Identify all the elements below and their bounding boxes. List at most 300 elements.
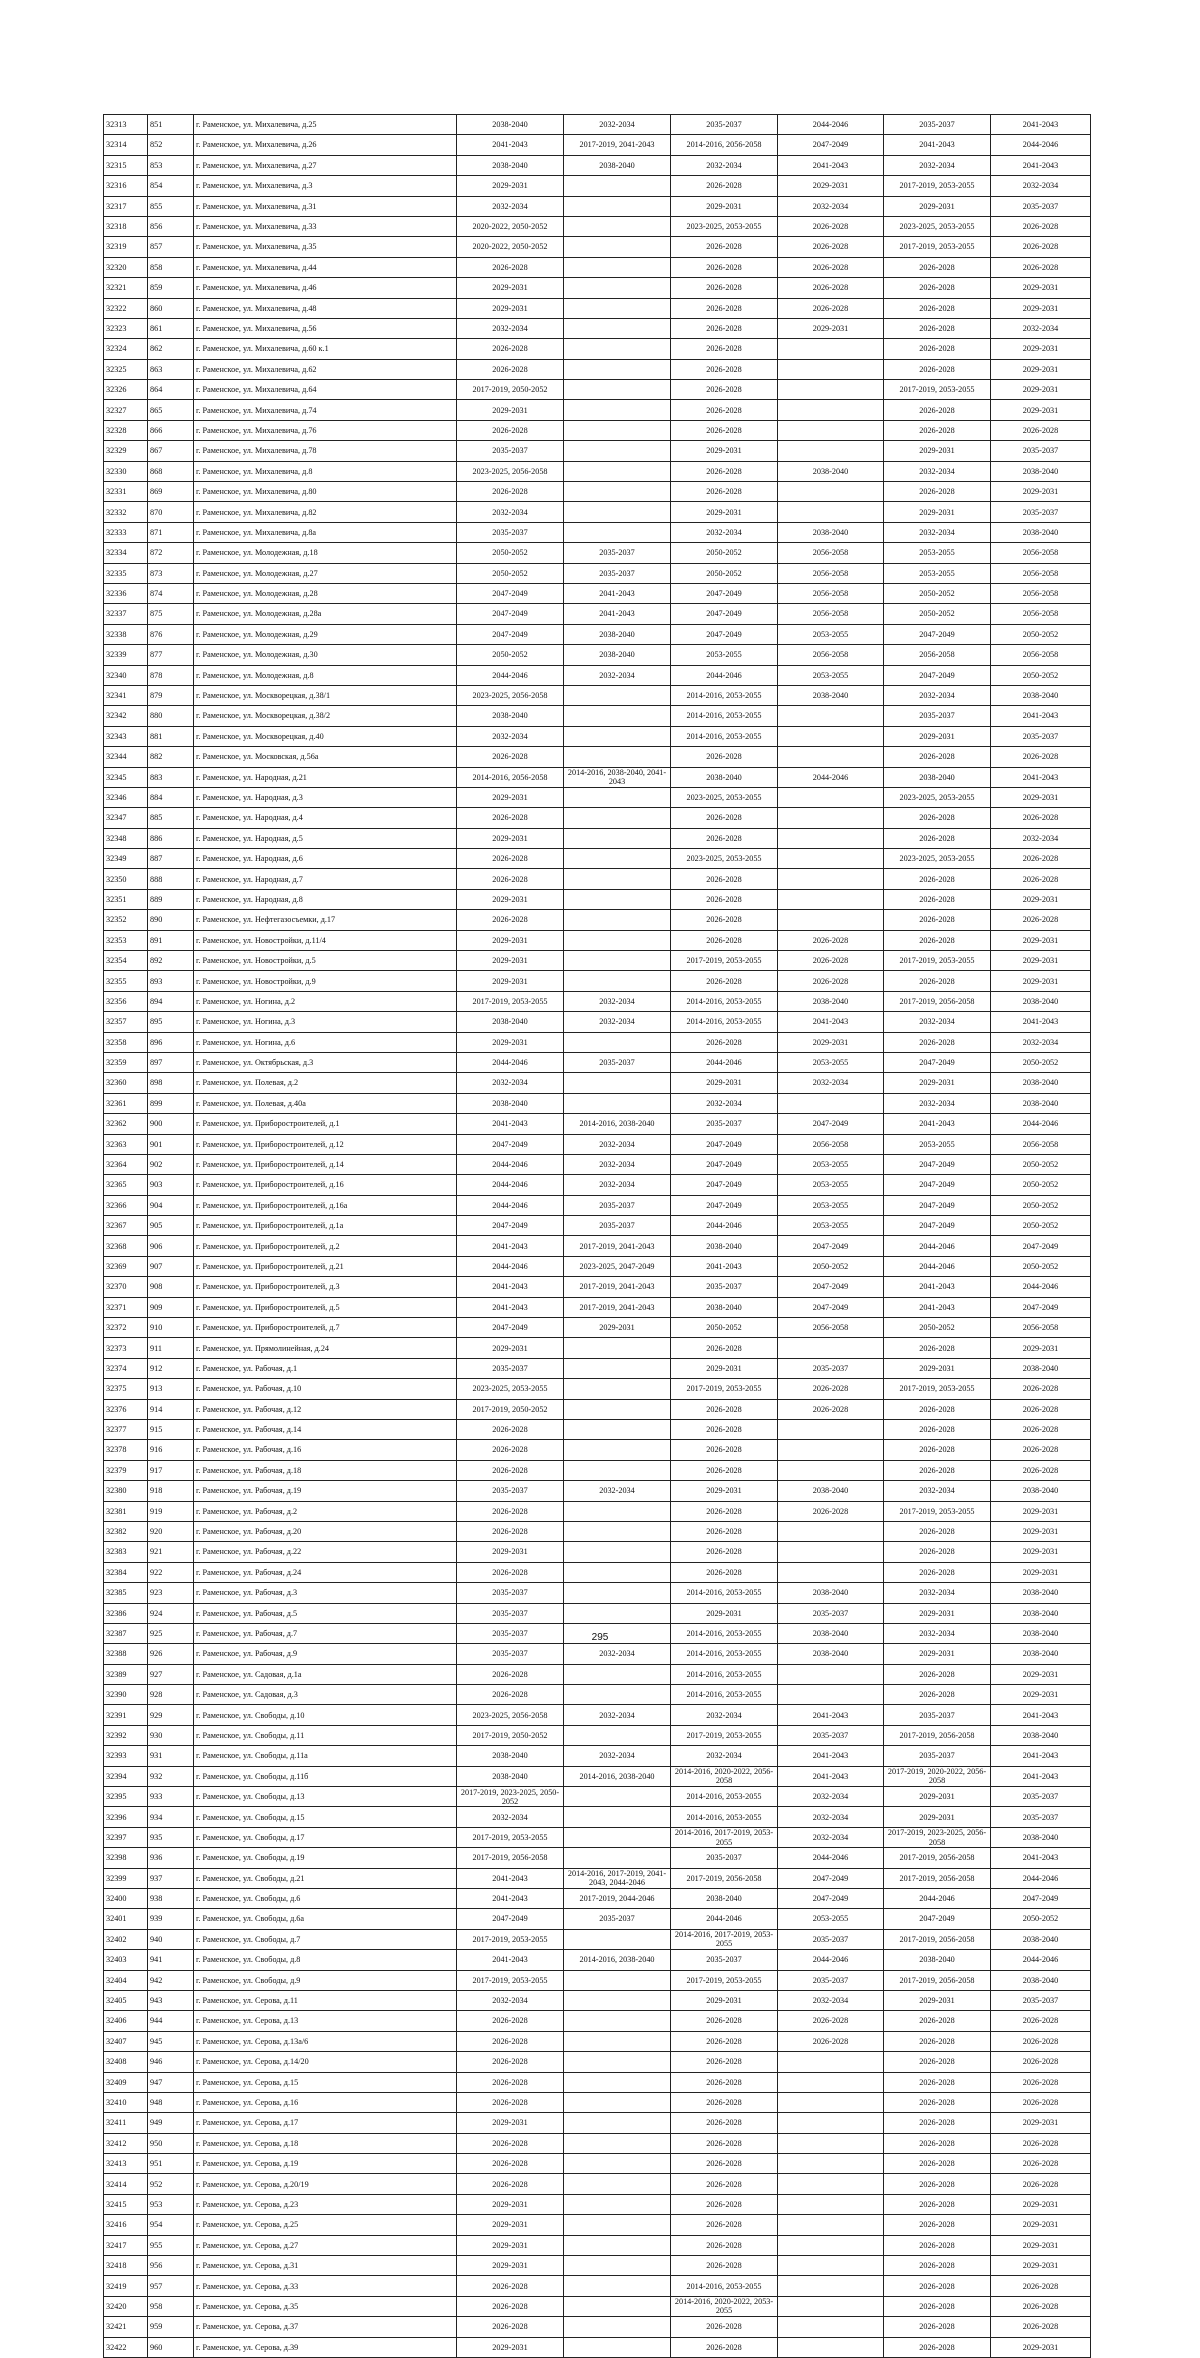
work-type-2-cell bbox=[564, 420, 671, 440]
address-number-cell: 871 bbox=[148, 522, 194, 542]
work-type-4-cell: 2056-2058 bbox=[778, 583, 884, 603]
work-type-2-cell bbox=[564, 359, 671, 379]
work-type-1-cell: 2026-2028 bbox=[457, 1440, 564, 1460]
address-cell: г. Раменское, ул. Ногина, д.2 bbox=[194, 991, 457, 1011]
work-type-2-cell: 2038-2040 bbox=[564, 624, 671, 644]
work-type-4-cell: 2056-2058 bbox=[778, 1134, 884, 1154]
work-type-4-cell bbox=[778, 706, 884, 726]
work-type-5-cell: 2026-2028 bbox=[884, 2072, 991, 2092]
row-number-cell: 32402 bbox=[104, 1929, 148, 1949]
work-type-3-cell: 2026-2028 bbox=[671, 808, 778, 828]
work-type-5-cell: 2026-2028 bbox=[884, 339, 991, 359]
work-type-2-cell: 2032-2034 bbox=[564, 115, 671, 135]
work-type-5-cell: 2026-2028 bbox=[884, 2235, 991, 2255]
work-type-6-cell: 2029-2031 bbox=[991, 787, 1091, 807]
address-cell: г. Раменское, ул. Михалевича, д.26 bbox=[194, 135, 457, 155]
row-number-cell: 32380 bbox=[104, 1481, 148, 1501]
row-number-cell: 32412 bbox=[104, 2133, 148, 2153]
work-type-1-cell: 2047-2049 bbox=[457, 1216, 564, 1236]
table-row bbox=[104, 1399, 1091, 1419]
work-type-6-cell: 2026-2028 bbox=[991, 257, 1091, 277]
address-number-cell: 915 bbox=[148, 1420, 194, 1440]
table-row bbox=[104, 2133, 1091, 2153]
address-number-cell: 894 bbox=[148, 991, 194, 1011]
work-type-4-cell bbox=[778, 1338, 884, 1358]
table-row bbox=[104, 155, 1091, 175]
address-cell: г. Раменское, ул. Приборостроителей, д.14 bbox=[194, 1154, 457, 1174]
work-type-4-cell bbox=[778, 1440, 884, 1460]
work-type-3-cell: 2047-2049 bbox=[671, 1134, 778, 1154]
work-type-6-cell: 2038-2040 bbox=[991, 991, 1091, 1011]
address-cell: г. Раменское, ул. Михалевича, д.44 bbox=[194, 257, 457, 277]
work-type-2-cell bbox=[564, 706, 671, 726]
work-type-3-cell: 2032-2034 bbox=[671, 522, 778, 542]
work-type-1-cell: 2029-2031 bbox=[457, 2256, 564, 2276]
work-type-4-cell bbox=[778, 2337, 884, 2357]
work-type-5-cell: 2029-2031 bbox=[884, 1787, 991, 1807]
work-type-5-cell: 2047-2049 bbox=[884, 1195, 991, 1215]
work-type-2-cell bbox=[564, 1562, 671, 1582]
work-type-1-cell: 2026-2028 bbox=[457, 2031, 564, 2051]
work-type-2-cell: 2032-2034 bbox=[564, 1746, 671, 1766]
work-type-1-cell: 2044-2046 bbox=[457, 1195, 564, 1215]
work-type-4-cell bbox=[778, 1521, 884, 1541]
work-type-1-cell: 2029-2031 bbox=[457, 2337, 564, 2357]
row-number-cell: 32420 bbox=[104, 2296, 148, 2316]
row-number-cell: 32358 bbox=[104, 1032, 148, 1052]
row-number-cell: 32383 bbox=[104, 1542, 148, 1562]
address-number-cell: 912 bbox=[148, 1358, 194, 1378]
work-type-4-cell bbox=[778, 1685, 884, 1705]
work-type-5-cell: 2017-2019, 2053-2055 bbox=[884, 951, 991, 971]
work-type-5-cell: 2026-2028 bbox=[884, 2113, 991, 2133]
work-type-3-cell: 2014-2016, 2053-2055 bbox=[671, 1583, 778, 1603]
address-number-cell: 953 bbox=[148, 2194, 194, 2214]
address-number-cell: 910 bbox=[148, 1318, 194, 1338]
row-number-cell: 32331 bbox=[104, 482, 148, 502]
address-cell: г. Раменское, ул. Садовая, д.1а bbox=[194, 1664, 457, 1684]
work-type-3-cell: 2038-2040 bbox=[671, 1297, 778, 1317]
address-cell: г. Раменское, ул. Приборостроителей, д.3 bbox=[194, 1277, 457, 1297]
address-cell: г. Раменское, ул. Серова, д.16 bbox=[194, 2092, 457, 2112]
work-type-6-cell: 2026-2028 bbox=[991, 420, 1091, 440]
work-type-2-cell: 2014-2016, 2038-2040, 2041-2043 bbox=[564, 767, 671, 787]
row-number-cell: 32335 bbox=[104, 563, 148, 583]
work-type-6-cell: 2026-2028 bbox=[991, 237, 1091, 257]
work-type-3-cell: 2026-2028 bbox=[671, 1440, 778, 1460]
work-type-6-cell: 2056-2058 bbox=[991, 583, 1091, 603]
table-row bbox=[104, 1705, 1091, 1725]
row-number-cell: 32343 bbox=[104, 726, 148, 746]
work-type-5-cell: 2017-2019, 2056-2058 bbox=[884, 1970, 991, 1990]
work-type-3-cell: 2026-2028 bbox=[671, 278, 778, 298]
work-type-3-cell: 2023-2025, 2053-2055 bbox=[671, 787, 778, 807]
work-type-4-cell bbox=[778, 502, 884, 522]
work-type-5-cell: 2044-2046 bbox=[884, 1236, 991, 1256]
work-type-3-cell: 2050-2052 bbox=[671, 563, 778, 583]
row-number-cell: 32388 bbox=[104, 1644, 148, 1664]
address-cell: г. Раменское, ул. Свободы, д.15 bbox=[194, 1807, 457, 1827]
work-type-4-cell: 2053-2055 bbox=[778, 624, 884, 644]
work-type-2-cell bbox=[564, 869, 671, 889]
work-type-4-cell: 2047-2049 bbox=[778, 1297, 884, 1317]
work-type-3-cell: 2014-2016, 2020-2022, 2056-2058 bbox=[671, 1766, 778, 1786]
work-type-2-cell bbox=[564, 298, 671, 318]
work-type-6-cell: 2056-2058 bbox=[991, 645, 1091, 665]
work-type-5-cell: 2017-2019, 2020-2022, 2056-2058 bbox=[884, 1766, 991, 1786]
work-type-3-cell: 2029-2031 bbox=[671, 1603, 778, 1623]
row-number-cell: 32336 bbox=[104, 583, 148, 603]
work-type-1-cell: 2017-2019, 2056-2058 bbox=[457, 1848, 564, 1868]
work-type-3-cell: 2026-2028 bbox=[671, 2052, 778, 2072]
address-number-cell: 952 bbox=[148, 2174, 194, 2194]
table-row bbox=[104, 828, 1091, 848]
work-type-1-cell: 2023-2025, 2056-2058 bbox=[457, 1705, 564, 1725]
table-row bbox=[104, 1277, 1091, 1297]
row-number-cell: 32326 bbox=[104, 380, 148, 400]
work-type-5-cell: 2017-2019, 2056-2058 bbox=[884, 1725, 991, 1745]
work-type-1-cell: 2047-2049 bbox=[457, 604, 564, 624]
address-number-cell: 880 bbox=[148, 706, 194, 726]
work-type-2-cell bbox=[564, 2235, 671, 2255]
work-type-5-cell: 2026-2028 bbox=[884, 2317, 991, 2337]
work-type-5-cell: 2047-2049 bbox=[884, 665, 991, 685]
work-type-1-cell: 2038-2040 bbox=[457, 115, 564, 135]
work-type-1-cell: 2047-2049 bbox=[457, 1134, 564, 1154]
work-type-5-cell: 2026-2028 bbox=[884, 869, 991, 889]
address-number-cell: 904 bbox=[148, 1195, 194, 1215]
work-type-1-cell: 2032-2034 bbox=[457, 196, 564, 216]
work-type-4-cell: 2038-2040 bbox=[778, 1644, 884, 1664]
address-cell: г. Раменское, ул. Михалевича, д.25 bbox=[194, 115, 457, 135]
work-type-5-cell: 2026-2028 bbox=[884, 1664, 991, 1684]
work-type-1-cell: 2026-2028 bbox=[457, 1501, 564, 1521]
work-type-4-cell: 2029-2031 bbox=[778, 1032, 884, 1052]
work-type-3-cell: 2026-2028 bbox=[671, 2133, 778, 2153]
address-cell: г. Раменское, ул. Свободы, д.7 bbox=[194, 1929, 457, 1949]
work-type-4-cell: 2026-2028 bbox=[778, 298, 884, 318]
work-type-2-cell: 2014-2016, 2038-2040 bbox=[564, 1114, 671, 1134]
work-type-5-cell: 2026-2028 bbox=[884, 1685, 991, 1705]
work-type-6-cell: 2026-2028 bbox=[991, 2052, 1091, 2072]
address-cell: г. Раменское, ул. Молодежная, д.28а bbox=[194, 604, 457, 624]
work-type-2-cell bbox=[564, 1032, 671, 1052]
work-type-5-cell: 2026-2028 bbox=[884, 298, 991, 318]
work-type-2-cell bbox=[564, 1685, 671, 1705]
work-type-4-cell bbox=[778, 828, 884, 848]
row-number-cell: 32397 bbox=[104, 1827, 148, 1847]
work-type-2-cell bbox=[564, 2174, 671, 2194]
row-number-cell: 32344 bbox=[104, 747, 148, 767]
work-type-5-cell: 2017-2019, 2053-2055 bbox=[884, 176, 991, 196]
work-type-1-cell: 2020-2022, 2050-2052 bbox=[457, 237, 564, 257]
work-type-1-cell: 2029-2031 bbox=[457, 951, 564, 971]
work-type-6-cell: 2029-2031 bbox=[991, 930, 1091, 950]
row-number-cell: 32408 bbox=[104, 2052, 148, 2072]
table-row bbox=[104, 1297, 1091, 1317]
table-row bbox=[104, 849, 1091, 869]
work-type-5-cell: 2026-2028 bbox=[884, 1562, 991, 1582]
row-number-cell: 32422 bbox=[104, 2337, 148, 2357]
address-cell: г. Раменское, ул. Серова, д.39 bbox=[194, 2337, 457, 2357]
work-type-4-cell: 2053-2055 bbox=[778, 1175, 884, 1195]
work-type-2-cell bbox=[564, 910, 671, 930]
work-type-3-cell: 2035-2037 bbox=[671, 1277, 778, 1297]
address-number-cell: 946 bbox=[148, 2052, 194, 2072]
row-number-cell: 32404 bbox=[104, 1970, 148, 1990]
address-number-cell: 928 bbox=[148, 1685, 194, 1705]
address-cell: г. Раменское, ул. Приборостроителей, д.1а bbox=[194, 1216, 457, 1236]
work-type-1-cell: 2026-2028 bbox=[457, 869, 564, 889]
work-type-1-cell: 2026-2028 bbox=[457, 1562, 564, 1582]
work-type-3-cell: 2050-2052 bbox=[671, 1318, 778, 1338]
table-row bbox=[104, 1848, 1091, 1868]
work-type-5-cell: 2026-2028 bbox=[884, 889, 991, 909]
work-type-1-cell: 2029-2031 bbox=[457, 2215, 564, 2235]
work-type-6-cell: 2056-2058 bbox=[991, 1318, 1091, 1338]
work-type-6-cell: 2029-2031 bbox=[991, 2194, 1091, 2214]
address-cell: г. Раменское, ул. Октябрьская, д.3 bbox=[194, 1052, 457, 1072]
work-type-5-cell: 2029-2031 bbox=[884, 1644, 991, 1664]
work-type-3-cell: 2047-2049 bbox=[671, 1175, 778, 1195]
work-type-5-cell: 2050-2052 bbox=[884, 604, 991, 624]
work-type-4-cell bbox=[778, 1460, 884, 1480]
address-cell: г. Раменское, ул. Свободы, д.6а bbox=[194, 1909, 457, 1929]
work-type-2-cell: 2032-2034 bbox=[564, 1481, 671, 1501]
work-type-6-cell: 2050-2052 bbox=[991, 1216, 1091, 1236]
table-row bbox=[104, 2052, 1091, 2072]
work-type-1-cell: 2026-2028 bbox=[457, 257, 564, 277]
work-type-3-cell: 2038-2040 bbox=[671, 767, 778, 787]
address-cell: г. Раменское, ул. Серова, д.35 bbox=[194, 2296, 457, 2316]
address-number-cell: 918 bbox=[148, 1481, 194, 1501]
row-number-cell: 32393 bbox=[104, 1746, 148, 1766]
row-number-cell: 32386 bbox=[104, 1603, 148, 1623]
table-row bbox=[104, 543, 1091, 563]
work-type-2-cell bbox=[564, 930, 671, 950]
work-type-1-cell: 2020-2022, 2050-2052 bbox=[457, 216, 564, 236]
work-type-3-cell: 2026-2028 bbox=[671, 2092, 778, 2112]
work-type-4-cell: 2032-2034 bbox=[778, 1990, 884, 2010]
address-cell: г. Раменское, ул. Рабочая, д.2 bbox=[194, 1501, 457, 1521]
work-type-2-cell: 2023-2025, 2047-2049 bbox=[564, 1256, 671, 1276]
address-cell: г. Раменское, ул. Михалевича, д.48 bbox=[194, 298, 457, 318]
work-type-5-cell: 2041-2043 bbox=[884, 1114, 991, 1134]
work-type-6-cell: 2047-2049 bbox=[991, 1297, 1091, 1317]
table-row bbox=[104, 1990, 1091, 2010]
table-row bbox=[104, 2256, 1091, 2276]
work-type-4-cell: 2047-2049 bbox=[778, 1888, 884, 1908]
work-type-3-cell: 2029-2031 bbox=[671, 1481, 778, 1501]
table-row bbox=[104, 910, 1091, 930]
address-number-cell: 869 bbox=[148, 482, 194, 502]
work-type-5-cell: 2026-2028 bbox=[884, 1399, 991, 1419]
work-type-1-cell: 2026-2028 bbox=[457, 482, 564, 502]
work-type-5-cell: 2041-2043 bbox=[884, 135, 991, 155]
table-row bbox=[104, 1787, 1091, 1807]
work-type-3-cell: 2026-2028 bbox=[671, 2154, 778, 2174]
work-type-5-cell: 2026-2028 bbox=[884, 1032, 991, 1052]
address-number-cell: 942 bbox=[148, 1970, 194, 1990]
work-type-5-cell: 2041-2043 bbox=[884, 1297, 991, 1317]
work-type-6-cell: 2041-2043 bbox=[991, 1848, 1091, 1868]
work-type-1-cell: 2044-2046 bbox=[457, 1256, 564, 1276]
row-number-cell: 32415 bbox=[104, 2194, 148, 2214]
address-cell: г. Раменское, ул. Молодежная, д.27 bbox=[194, 563, 457, 583]
work-type-1-cell: 2044-2046 bbox=[457, 665, 564, 685]
work-type-5-cell: 2026-2028 bbox=[884, 747, 991, 767]
work-type-6-cell: 2029-2031 bbox=[991, 339, 1091, 359]
work-type-1-cell: 2029-2031 bbox=[457, 2235, 564, 2255]
address-number-cell: 892 bbox=[148, 951, 194, 971]
work-type-3-cell: 2014-2016, 2053-2055 bbox=[671, 685, 778, 705]
work-type-6-cell: 2056-2058 bbox=[991, 563, 1091, 583]
address-cell: г. Раменское, ул. Свободы, д.8 bbox=[194, 1950, 457, 1970]
address-number-cell: 932 bbox=[148, 1766, 194, 1786]
work-type-1-cell: 2038-2040 bbox=[457, 1766, 564, 1786]
row-number-cell: 32351 bbox=[104, 889, 148, 909]
work-type-4-cell bbox=[778, 482, 884, 502]
row-number-cell: 32417 bbox=[104, 2235, 148, 2255]
work-type-1-cell: 2026-2028 bbox=[457, 1685, 564, 1705]
work-type-5-cell: 2017-2019, 2053-2055 bbox=[884, 1379, 991, 1399]
work-type-5-cell: 2032-2034 bbox=[884, 1012, 991, 1032]
address-cell: г. Раменское, ул. Михалевича, д.60 к.1 bbox=[194, 339, 457, 359]
work-type-4-cell: 2035-2037 bbox=[778, 1725, 884, 1745]
address-number-cell: 926 bbox=[148, 1644, 194, 1664]
table-row bbox=[104, 889, 1091, 909]
work-type-1-cell: 2029-2031 bbox=[457, 298, 564, 318]
address-cell: г. Раменское, ул. Свободы, д.6 bbox=[194, 1888, 457, 1908]
work-type-6-cell: 2050-2052 bbox=[991, 1052, 1091, 1072]
table-row bbox=[104, 1521, 1091, 1541]
work-type-5-cell: 2026-2028 bbox=[884, 828, 991, 848]
address-number-cell: 941 bbox=[148, 1950, 194, 1970]
row-number-cell: 32390 bbox=[104, 1685, 148, 1705]
work-type-1-cell: 2050-2052 bbox=[457, 563, 564, 583]
work-type-3-cell: 2029-2031 bbox=[671, 1358, 778, 1378]
work-type-4-cell: 2044-2046 bbox=[778, 115, 884, 135]
work-type-1-cell: 2026-2028 bbox=[457, 1460, 564, 1480]
work-type-6-cell: 2026-2028 bbox=[991, 1420, 1091, 1440]
work-type-2-cell: 2014-2016, 2017-2019, 2041-2043, 2044-2046 bbox=[564, 1868, 671, 1888]
work-type-4-cell bbox=[778, 1093, 884, 1113]
work-type-3-cell: 2014-2016, 2053-2055 bbox=[671, 991, 778, 1011]
row-number-cell: 32392 bbox=[104, 1725, 148, 1745]
work-type-6-cell: 2032-2034 bbox=[991, 318, 1091, 338]
row-number-cell: 32384 bbox=[104, 1562, 148, 1582]
address-cell: г. Раменское, ул. Народная, д.3 bbox=[194, 787, 457, 807]
address-number-cell: 897 bbox=[148, 1052, 194, 1072]
table-row bbox=[104, 1379, 1091, 1399]
row-number-cell: 32368 bbox=[104, 1236, 148, 1256]
work-type-1-cell: 2038-2040 bbox=[457, 1093, 564, 1113]
work-type-4-cell: 2044-2046 bbox=[778, 767, 884, 787]
work-type-5-cell: 2029-2031 bbox=[884, 502, 991, 522]
address-number-cell: 889 bbox=[148, 889, 194, 909]
work-type-6-cell: 2035-2037 bbox=[991, 1807, 1091, 1827]
address-cell: г. Раменское, ул. Рабочая, д.20 bbox=[194, 1521, 457, 1541]
work-type-4-cell bbox=[778, 787, 884, 807]
work-type-1-cell: 2032-2034 bbox=[457, 1807, 564, 1827]
work-type-2-cell bbox=[564, 971, 671, 991]
table-row bbox=[104, 1216, 1091, 1236]
work-type-4-cell: 2026-2028 bbox=[778, 1399, 884, 1419]
address-cell: г. Раменское, ул. Рабочая, д.3 bbox=[194, 1583, 457, 1603]
address-cell: г. Раменское, ул. Рабочая, д.22 bbox=[194, 1542, 457, 1562]
work-type-5-cell: 2053-2055 bbox=[884, 543, 991, 563]
work-type-1-cell: 2026-2028 bbox=[457, 2052, 564, 2072]
work-type-2-cell bbox=[564, 747, 671, 767]
work-type-1-cell: 2029-2031 bbox=[457, 971, 564, 991]
work-type-5-cell: 2017-2019, 2056-2058 bbox=[884, 1848, 991, 1868]
address-number-cell: 924 bbox=[148, 1603, 194, 1623]
table-row bbox=[104, 1318, 1091, 1338]
work-type-3-cell: 2029-2031 bbox=[671, 1073, 778, 1093]
row-number-cell: 32313 bbox=[104, 115, 148, 135]
work-type-2-cell bbox=[564, 2011, 671, 2031]
work-type-5-cell: 2017-2019, 2053-2055 bbox=[884, 237, 991, 257]
address-number-cell: 925 bbox=[148, 1623, 194, 1643]
work-type-6-cell: 2041-2043 bbox=[991, 706, 1091, 726]
work-type-4-cell: 2038-2040 bbox=[778, 461, 884, 481]
work-type-6-cell: 2026-2028 bbox=[991, 2011, 1091, 2031]
address-number-cell: 957 bbox=[148, 2276, 194, 2296]
table-row bbox=[104, 196, 1091, 216]
table-row bbox=[104, 930, 1091, 950]
row-number-cell: 32323 bbox=[104, 318, 148, 338]
address-number-cell: 881 bbox=[148, 726, 194, 746]
work-type-2-cell bbox=[564, 318, 671, 338]
work-type-2-cell bbox=[564, 2337, 671, 2357]
work-type-3-cell: 2026-2028 bbox=[671, 869, 778, 889]
work-type-4-cell: 2044-2046 bbox=[778, 1950, 884, 1970]
work-type-6-cell: 2029-2031 bbox=[991, 2235, 1091, 2255]
row-number-cell: 32345 bbox=[104, 767, 148, 787]
address-number-cell: 851 bbox=[148, 115, 194, 135]
work-type-3-cell: 2026-2028 bbox=[671, 930, 778, 950]
row-number-cell: 32387 bbox=[104, 1623, 148, 1643]
row-number-cell: 32365 bbox=[104, 1175, 148, 1195]
address-number-cell: 939 bbox=[148, 1909, 194, 1929]
repair-schedule-table-container bbox=[103, 114, 1090, 2358]
work-type-5-cell: 2017-2019, 2053-2055 bbox=[884, 1501, 991, 1521]
row-number-cell: 32395 bbox=[104, 1787, 148, 1807]
work-type-2-cell bbox=[564, 1929, 671, 1949]
work-type-1-cell: 2023-2025, 2056-2058 bbox=[457, 461, 564, 481]
address-number-cell: 863 bbox=[148, 359, 194, 379]
row-number-cell: 32403 bbox=[104, 1950, 148, 1970]
table-row bbox=[104, 502, 1091, 522]
work-type-1-cell: 2026-2028 bbox=[457, 2133, 564, 2153]
work-type-2-cell bbox=[564, 1970, 671, 1990]
row-number-cell: 32414 bbox=[104, 2174, 148, 2194]
row-number-cell: 32376 bbox=[104, 1399, 148, 1419]
work-type-2-cell: 2032-2034 bbox=[564, 991, 671, 1011]
address-cell: г. Раменское, ул. Полевая, д.40а bbox=[194, 1093, 457, 1113]
work-type-4-cell bbox=[778, 380, 884, 400]
work-type-4-cell bbox=[778, 2133, 884, 2153]
work-type-6-cell: 2026-2028 bbox=[991, 216, 1091, 236]
work-type-4-cell bbox=[778, 359, 884, 379]
address-cell: г. Раменское, ул. Михалевича, д.8а bbox=[194, 522, 457, 542]
work-type-5-cell: 2035-2037 bbox=[884, 1705, 991, 1725]
address-cell: г. Раменское, ул. Молодежная, д.30 bbox=[194, 645, 457, 665]
address-number-cell: 911 bbox=[148, 1338, 194, 1358]
work-type-5-cell: 2026-2028 bbox=[884, 2337, 991, 2357]
address-cell: г. Раменское, ул. Народная, д.5 bbox=[194, 828, 457, 848]
work-type-5-cell: 2026-2028 bbox=[884, 278, 991, 298]
